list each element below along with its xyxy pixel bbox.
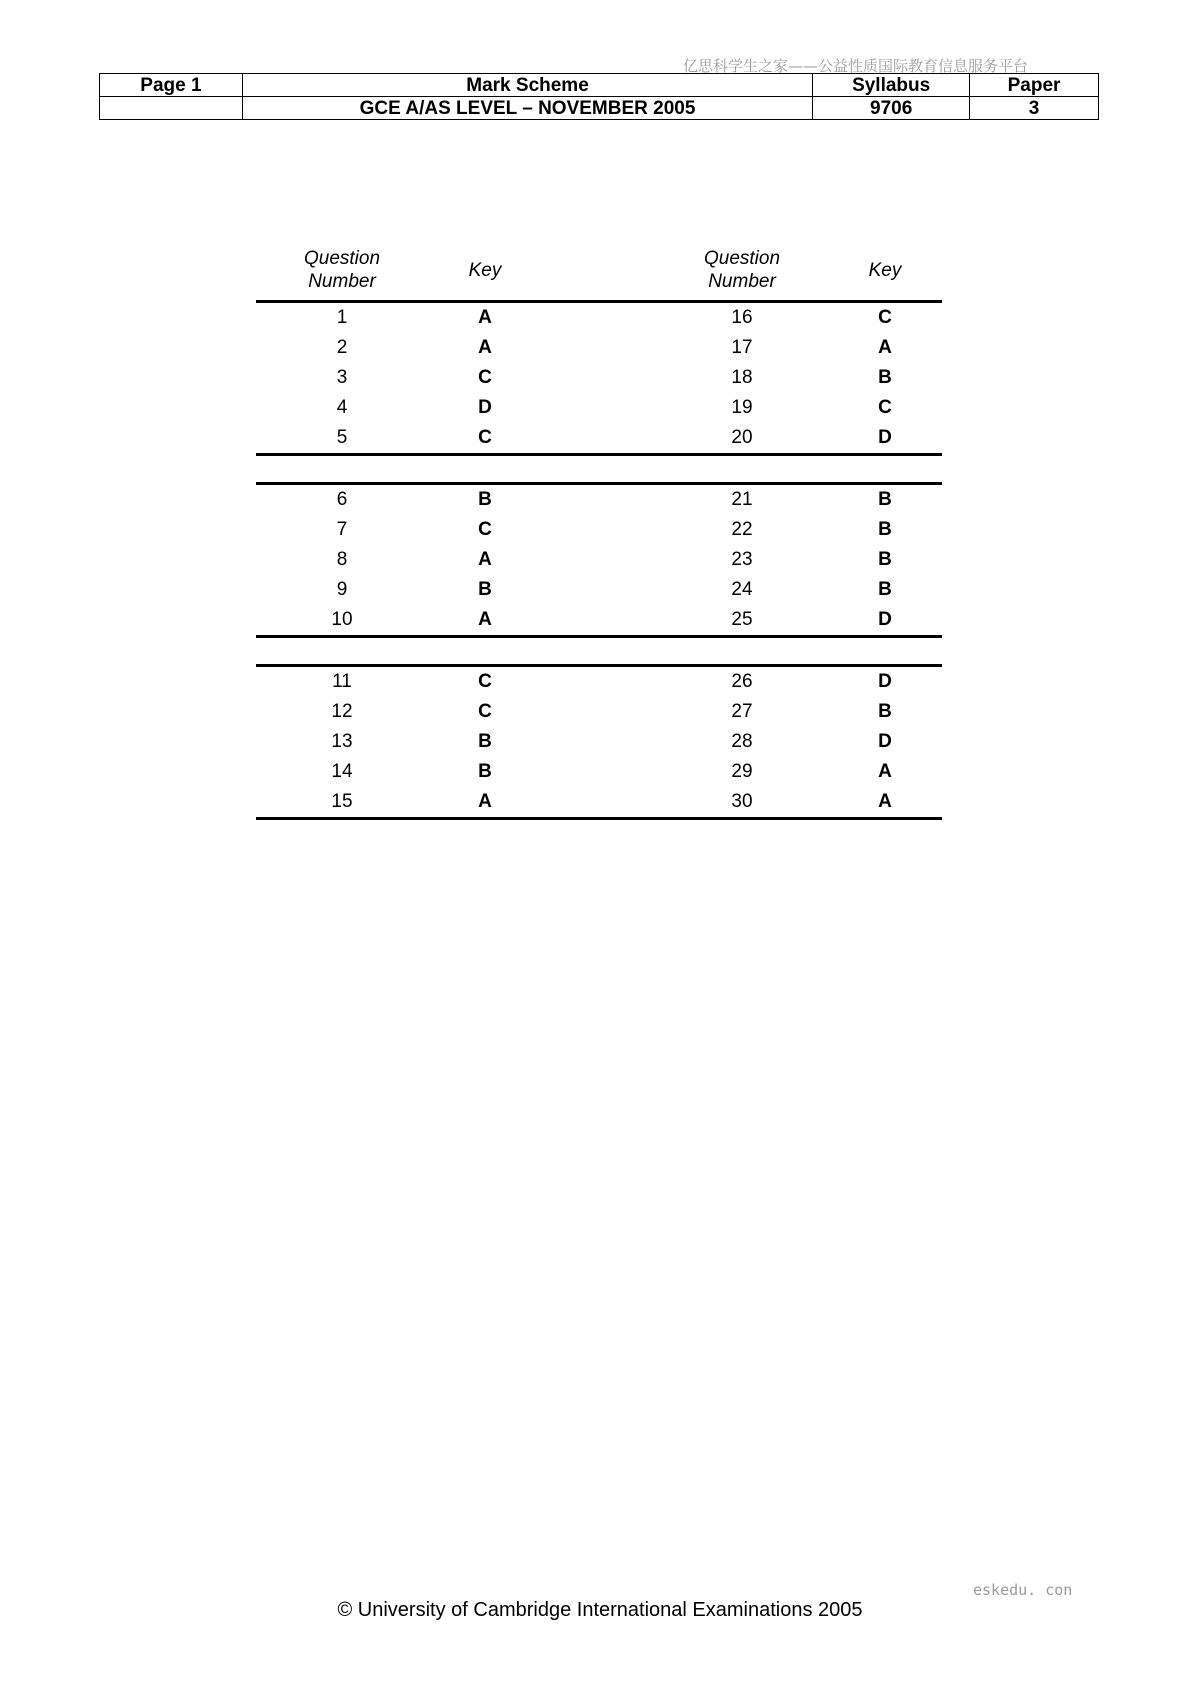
- row-gap: [542, 423, 656, 455]
- answer-key: D: [878, 731, 892, 752]
- row-gap: [542, 545, 656, 575]
- answer-key: C: [878, 397, 892, 418]
- answer-row: [256, 757, 942, 787]
- answer-key: C: [478, 701, 492, 722]
- row-gap: [542, 666, 656, 698]
- question-number: 17: [731, 337, 753, 358]
- answer-key: A: [428, 605, 542, 637]
- row-gap: [542, 605, 656, 637]
- syllabus-code: 9706: [813, 97, 970, 120]
- question-number: 5: [256, 423, 428, 455]
- exam-session: GCE A/AS LEVEL – NOVEMBER 2005: [242, 97, 812, 120]
- answer-key: D: [828, 605, 942, 637]
- question-number: 26: [656, 666, 828, 698]
- site-watermark: eskedu. con: [973, 1581, 1073, 1599]
- answer-row: [256, 727, 942, 757]
- row-gap: [542, 757, 656, 787]
- answer-key: C: [428, 423, 542, 455]
- answer-key: B: [828, 484, 942, 516]
- separator-cell: [828, 637, 942, 666]
- row-gap: [542, 727, 656, 757]
- answer-key: D: [478, 397, 492, 418]
- question-number: 10: [256, 605, 428, 637]
- answer-row: [256, 363, 942, 393]
- question-number: 3: [336, 367, 348, 388]
- separator-cell: [542, 455, 656, 484]
- header-row-labels: [100, 74, 1099, 97]
- row-gap: [542, 393, 656, 423]
- question-number: 27: [731, 701, 753, 722]
- row-gap: [542, 302, 656, 334]
- separator-cell: [256, 455, 428, 484]
- answer-key: C: [878, 307, 892, 328]
- question-number: 6: [256, 484, 428, 516]
- question-number: 16: [731, 307, 753, 328]
- header-row-values: [100, 97, 1099, 120]
- answer-key: B: [478, 731, 492, 752]
- question-number-header: Question Number: [256, 240, 428, 302]
- question-number: 30: [656, 787, 828, 819]
- paper-label: Paper: [970, 74, 1099, 97]
- page-number: Page 1: [100, 74, 243, 97]
- row-gap: [542, 787, 656, 819]
- answer-key: B: [878, 367, 892, 388]
- answer-key: A: [428, 787, 542, 819]
- separator-cell: [656, 637, 828, 666]
- row-gap: [542, 333, 656, 363]
- answer-key: A: [478, 549, 492, 570]
- answer-key: B: [878, 519, 892, 540]
- paper-number: 3: [970, 97, 1099, 120]
- question-number: 14: [331, 761, 353, 782]
- answer-key: C: [428, 666, 542, 698]
- answer-key: C: [478, 519, 492, 540]
- separator-cell: [828, 455, 942, 484]
- answer-key: B: [478, 579, 492, 600]
- question-number: 9: [336, 579, 348, 600]
- answer-key: B: [878, 701, 892, 722]
- answer-key: B: [428, 484, 542, 516]
- answer-row: [256, 423, 942, 455]
- answer-key: A: [828, 787, 942, 819]
- question-number: 1: [336, 307, 348, 328]
- separator-cell: [656, 455, 828, 484]
- row-gap: [542, 515, 656, 545]
- question-number: 8: [336, 549, 348, 570]
- question-number: 28: [731, 731, 753, 752]
- key-header: Key: [828, 240, 942, 302]
- separator-cell: [428, 637, 542, 666]
- question-number: 23: [731, 549, 753, 570]
- answer-key: B: [478, 761, 492, 782]
- answer-key-header: [256, 240, 942, 302]
- copyright-footer: © University of Cambridge International Examinations 2005: [337, 1599, 863, 1621]
- answer-key: A: [478, 307, 492, 328]
- answer-key-table: [256, 240, 942, 820]
- question-number-header: Question Number: [656, 240, 828, 302]
- document-title: Mark Scheme: [242, 74, 812, 97]
- answer-key: D: [828, 666, 942, 698]
- group-separator: [256, 637, 942, 666]
- row-gap: [542, 575, 656, 605]
- question-number: 25: [656, 605, 828, 637]
- row-gap: [542, 484, 656, 516]
- answer-row: [256, 515, 942, 545]
- answer-row: [256, 575, 942, 605]
- separator-cell: [428, 455, 542, 484]
- empty-cell: [100, 97, 243, 120]
- answer-row: [256, 333, 942, 363]
- answer-row: [256, 697, 942, 727]
- watermark-text: 亿思科学生之家——公益性质国际教育信息服务平台: [683, 57, 1029, 75]
- separator-cell: [256, 637, 428, 666]
- header-gap: [542, 240, 656, 302]
- answer-key: A: [878, 761, 892, 782]
- question-number: 2: [336, 337, 348, 358]
- answer-row: [256, 545, 942, 575]
- answer-row: [256, 666, 942, 698]
- answer-key: B: [878, 579, 892, 600]
- question-number: 22: [731, 519, 753, 540]
- answer-row: [256, 484, 942, 516]
- answer-row: [256, 787, 942, 819]
- question-number: 7: [336, 519, 348, 540]
- key-header: Key: [428, 240, 542, 302]
- row-gap: [542, 363, 656, 393]
- row-gap: [542, 697, 656, 727]
- question-number: 20: [656, 423, 828, 455]
- mark-scheme-header: [99, 73, 1099, 120]
- answer-row: [256, 393, 942, 423]
- answer-key: D: [828, 423, 942, 455]
- answer-row: [256, 302, 942, 334]
- syllabus-label: Syllabus: [813, 74, 970, 97]
- question-number: 13: [331, 731, 353, 752]
- answer-key: A: [478, 337, 492, 358]
- question-number: 19: [731, 397, 753, 418]
- question-number: 12: [331, 701, 353, 722]
- answer-key-body: [256, 302, 942, 819]
- question-number: 18: [731, 367, 753, 388]
- question-number: 11: [256, 666, 428, 698]
- group-separator: [256, 455, 942, 484]
- question-number: 24: [731, 579, 753, 600]
- answer-key: B: [878, 549, 892, 570]
- question-number: 29: [731, 761, 753, 782]
- separator-cell: [542, 637, 656, 666]
- question-number: 21: [656, 484, 828, 516]
- question-number: 15: [256, 787, 428, 819]
- answer-row: [256, 605, 942, 637]
- answer-key: C: [478, 367, 492, 388]
- question-number: 4: [336, 397, 348, 418]
- answer-key: A: [878, 337, 892, 358]
